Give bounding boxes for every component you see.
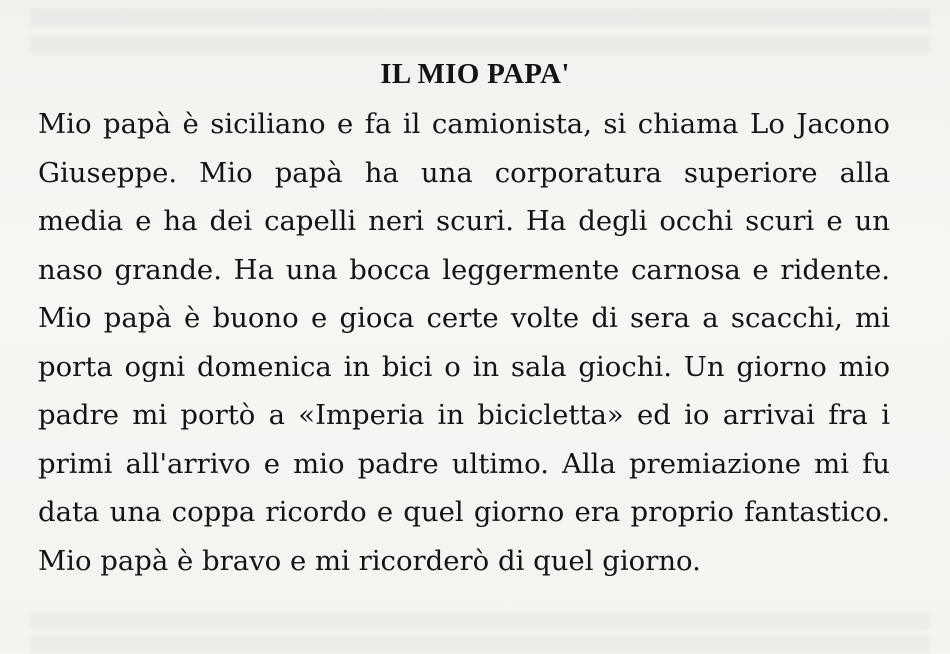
text-line: Mio papà è siciliano e fa il camionista, si chiama Lo Jacono xyxy=(38,108,890,140)
text-line: Mio papà è bravo e mi ricorderò di quel giorno. xyxy=(38,544,701,577)
text-line: media e ha dei capelli neri scuri. Ha degli occhi scuri e un xyxy=(38,205,890,237)
bleed-through-line xyxy=(30,36,930,54)
bleed-through-line xyxy=(30,636,930,654)
text-line: Giuseppe. Mio papà ha una corporatura superiore alla xyxy=(38,156,890,189)
text-line: porta ogni domenica in bici o in sala giochi. Un giorno mio xyxy=(38,350,890,383)
text-line: data una coppa ricordo e quel giorno era proprio fantastico. xyxy=(38,496,890,528)
document-body xyxy=(38,100,890,585)
bleed-through-line xyxy=(30,612,930,630)
text-line: Mio papà è buono e gioca certe volte di sera a scacchi, mi xyxy=(38,302,890,334)
text-line: padre mi portò a «Imperia in bicicletta» ed io arrivai fra i xyxy=(38,399,890,431)
bleed-through-line xyxy=(30,8,930,26)
text-line: primi all'arrivo e mio padre ultimo. Alla premiazione mi fu xyxy=(38,447,890,480)
document-title: IL MIO PAPA' xyxy=(380,58,570,90)
text-line: naso grande. Ha una bocca leggermente carnosa e ridente. xyxy=(38,253,890,286)
